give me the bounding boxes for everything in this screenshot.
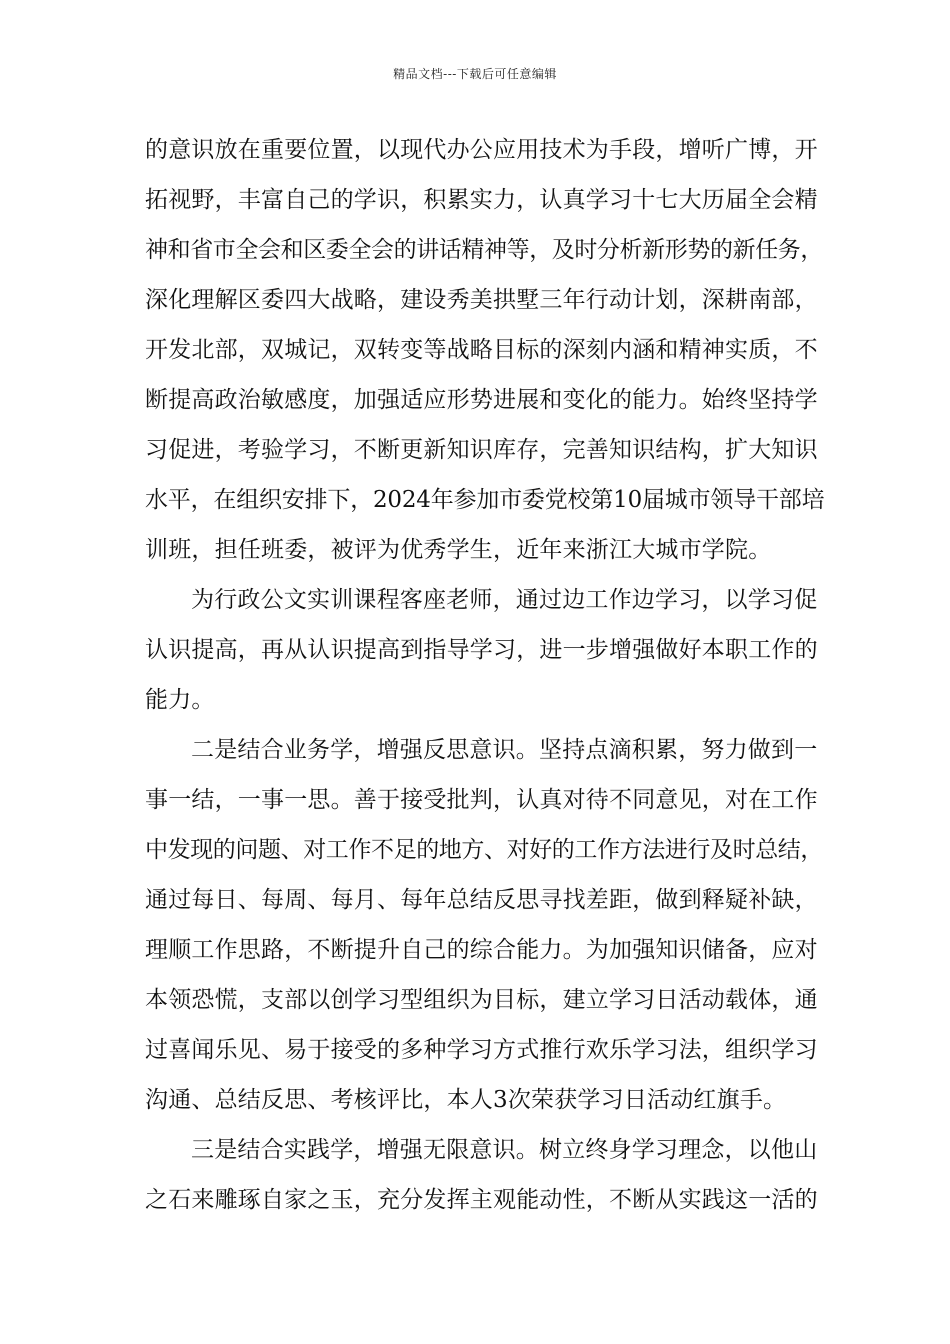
paragraph-first-line: 为行政公文实训课程客座老师，通过边工作边学习，以学习促 [191,587,818,613]
body-line: 能力。 [145,687,215,713]
page-header: 精品文档---下载后可任意编辑 [393,67,557,81]
body-line: 断提高政治敏感度，加强适应形势进展和变化的能力。始终坚持学 [145,387,818,413]
body-line: 水平，在组织安排下，2024年参加市委党校第10届城市领导干部培 [145,487,825,513]
body-line: 通过每日、每周、每月、每年总结反思寻找差距，做到释疑补缺， [145,887,818,913]
paragraph-first-line: 三是结合实践学，增强无限意识。树立终身学习理念，以他山 [191,1137,818,1163]
paragraph-first-line: 二是结合业务学，增强反思意识。坚持点滴积累，努力做到一 [191,737,818,763]
body-line: 之石来雕琢自家之玉，充分发挥主观能动性，不断从实践这一活的 [145,1187,818,1213]
body-line: 开发北部，双城记，双转变等战略目标的深刻内涵和精神实质，不 [145,337,818,363]
body-line: 过喜闻乐见、易于接受的多种学习方式推行欢乐学习法，组织学习 [145,1037,818,1063]
body-line: 深化理解区委四大战略，建设秀美拱墅三年行动计划，深耕南部， [145,287,818,313]
body-line: 本领恐慌，支部以创学习型组织为目标，建立学习日活动载体，通 [145,987,818,1013]
body-line: 习促进，考验学习，不断更新知识库存，完善知识结构，扩大知识 [145,437,818,463]
body-line: 中发现的问题、对工作不足的地方、对好的工作方法进行及时总结， [145,837,824,863]
body-line: 事一结，一事一思。善于接受批判，认真对待不同意见，对在工作 [145,787,818,813]
body-line: 的意识放在重要位置，以现代办公应用技术为手段，增听广博，开 [145,137,818,163]
body-line: 沟通、总结反思、考核评比，本人3次荣获学习日活动红旗手。 [145,1087,787,1113]
body-line: 认识提高，再从认识提高到指导学习，进一步增强做好本职工作的 [145,637,818,663]
body-line: 训班，担任班委，被评为优秀学生，近年来浙江大城市学院。 [145,537,772,563]
body-line: 拓视野，丰富自己的学识，积累实力，认真学习十七大历届全会精 [145,187,818,213]
body-line: 神和省市全会和区委全会的讲话精神等，及时分析新形势的新任务， [145,237,824,263]
body-line: 理顺工作思路，不断提升自己的综合能力。为加强知识储备，应对 [145,937,818,963]
